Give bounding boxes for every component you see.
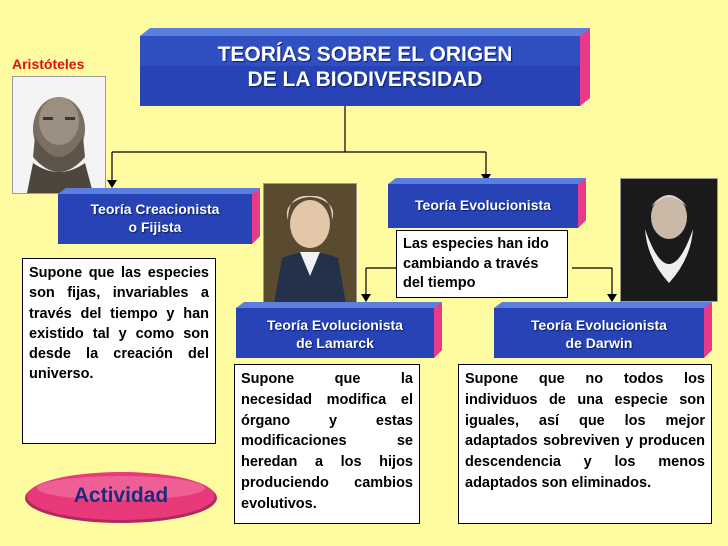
darwin-description: Supone que no todos los individuos de una especie son iguales, así que los mejor adaptados sobreviven y producen descendencia y los menos adaptados son eliminados. [458,364,712,524]
aristoteles-portrait [12,76,106,194]
creacionista-box [58,188,260,244]
actividad-button[interactable] [24,466,224,524]
lamarck-portrait [263,183,357,305]
darwin-portrait [620,178,718,302]
actividad-label: Actividad [73,484,169,507]
creacionista-title-line-2: o Fijista [128,219,182,235]
title-box [140,28,590,106]
title-line-2: DE LA BIODIVERSIDAD [247,68,483,91]
darwin-title-line-1: Teoría Evolucionista [531,317,667,333]
lamarck-box [236,302,442,358]
lamarck-title-line-1: Teoría Evolucionista [267,317,403,333]
creacionista-title-line-1: Teoría Creacionista [90,201,220,217]
darwin-box [494,302,712,358]
lamarck-description: Supone que la necesidad modifica el órgano y estas modificaciones se heredan a los hijos produciendo cambios evolutivos. [234,364,420,524]
creacionista-description: Supone que las especies son fijas, invariables a través del tiempo y han existido tal y como son desde la creación del universo. [22,258,216,444]
darwin-title-line-2: de Darwin [565,335,633,351]
evolucionista-description: Las especies han ido cambiando a través del tiempo [396,230,568,298]
lamarck-title-line-2: de Lamarck [296,335,374,351]
evolucionista-title: Teoría Evolucionista [415,197,551,213]
aristoteles-label: Aristóteles [12,56,85,72]
evolucionista-box [388,178,586,228]
title-line-1: TEORÍAS SOBRE EL ORIGEN [217,43,513,66]
